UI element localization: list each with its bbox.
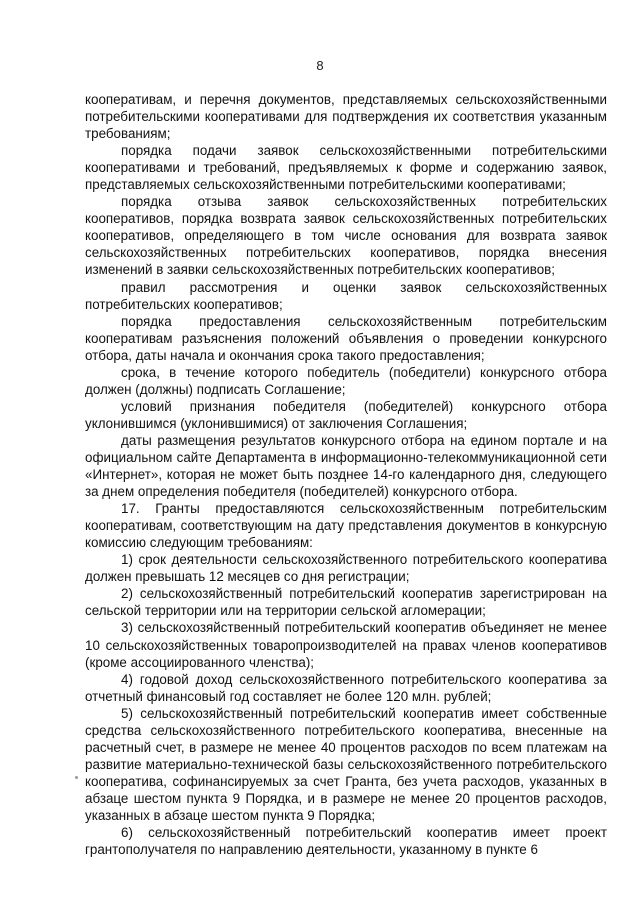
paragraph: правил рассмотрения и оценки заявок сельскохозяйственных потребительских кооперативов; <box>85 279 607 312</box>
paragraph: условий признания победителя (победителей) конкурсного отбора уклонившимся (уклонившимися) от заключения Соглашения; <box>85 398 607 431</box>
section-17-intro: 17. Гранты предоставляются сельскохозяйственным потребительским кооперативам, соответствующим на дату представления документов в конкурсную комиссию следующим требованиям: <box>85 501 607 551</box>
paragraph: порядка отзыва заявок сельскохозяйственных потребительских кооперативов, порядка возврата заявок сельскохозяйственных потребительских кооперативов, определяющего в том числе основания для возврата заявок сельскохозяйственных потребительских кооперативов, порядка внесения изменений в заявки сельскохозяйственных потребительских кооперативов; <box>85 194 607 278</box>
paragraph: даты размещения результатов конкурсного отбора на едином портале и на официальном сайте Департамента в информационно-телекоммуникационной сети «Интернет», которая не может быть позднее 14-го календарного дня, следующего за днем определения победителя (победителей) конкурсного отбора. <box>85 432 607 500</box>
requirement-item: 1) срок деятельности сельскохозяйственного потребительского кооператива должен превышать 12 месяцев со дня регистрации; <box>85 552 607 585</box>
requirement-item: 6) сельскохозяйственный потребительский кооператив имеет проект грантополучателя по направлению деятельности, указанному в пункте 6 <box>85 825 607 858</box>
requirement-item: 3) сельскохозяйственный потребительский кооператив объединяет не менее 10 сельскохозяйственных товаропроизводителей на правах членов кооперативов (кроме ассоциированного членства); <box>85 620 607 670</box>
paragraph: порядка подачи заявок сельскохозяйственными потребительскими кооперативами и требований, предъявляемых к форме и содержанию заявок, представляемых сельскохозяйственными потребительскими кооперативами; <box>85 143 607 193</box>
document-body <box>85 91 607 858</box>
requirement-item: 2) сельскохозяйственный потребительский кооператив зарегистрирован на сельской территории или на территории сельской агломерации; <box>85 586 607 619</box>
requirement-item: 5) сельскохозяйственный потребительский кооператив имеет собственные средства сельскохозяйственного потребительского кооператива, внесенные на расчетный счет, в размере не менее 40 процентов расходов по всем платежам на развитие материально-технической базы сельскохозяйственного потребительского кооператива, софинансируемых за счет Гранта, без учета расходов, указанных в абзаце шестом пункта 9 Порядка, и в размере не менее 20 процентов расходов, указанных в абзаце шестом пункта 9 Порядка; <box>85 705 607 823</box>
paragraph: кооперативам, и перечня документов, представляемых сельскохозяйственными потребительскими кооперативами для подтверждения их соответствия указанным требованиям; <box>85 92 607 142</box>
page-number: 8 <box>316 58 324 73</box>
paragraph: порядка предоставления сельскохозяйственным потребительским кооперативам разъяснения положений объявления о проведении конкурсного отбора, даты начала и окончания срока такого предоставления; <box>85 313 607 363</box>
requirement-item: 4) годовой доход сельскохозяйственного потребительского кооператива за отчетный финансовый год составляет не более 120 млн. рублей; <box>85 671 607 704</box>
scan-speck <box>75 776 78 779</box>
paragraph: срока, в течение которого победитель (победители) конкурсного отбора должен (должны) подписать Соглашение; <box>85 364 607 397</box>
